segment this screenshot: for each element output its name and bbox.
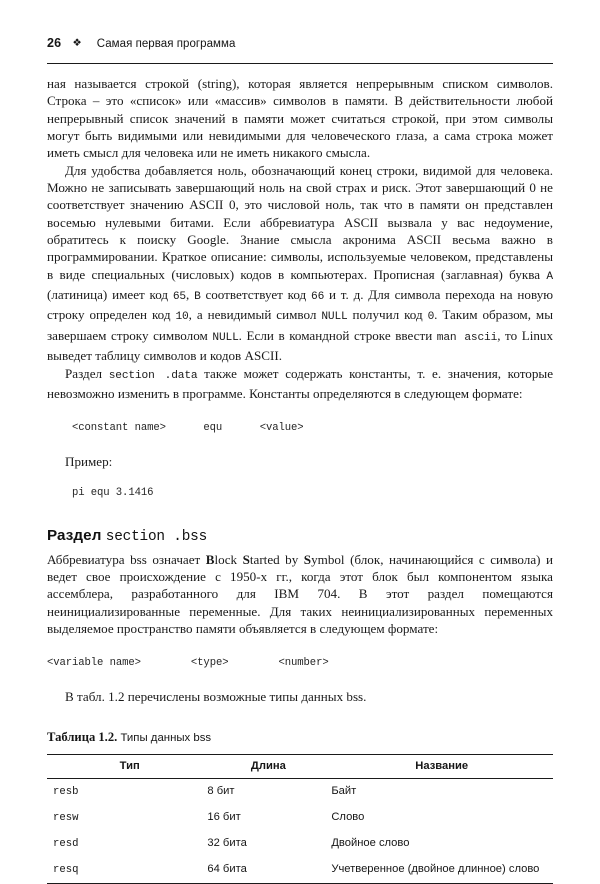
table-body [47,778,553,883]
inline-code-66: 66 [311,291,325,304]
section-heading-word: Раздел [47,526,102,544]
code-block-variable-format: <variable name> <type> <number> [47,657,329,670]
bss-text-b1r: lock [214,551,243,567]
example-label: Пример: [65,454,113,470]
cell-length: 8 бит [207,785,235,798]
table-header-row [47,754,553,778]
bss-text-c: (блок, начинающийся с символа) и ведет свое происхождение с 1950-х гг., когда этот блок был компонентом языка ассемблера, разработанного для IBM 704. В этот раздел помещаются неинициализированные переменные. Для таких неинициализированных переменных выделяемое пространство памяти объявляется в следующем формате: [47,551,554,636]
inline-code-letter-b: B [194,291,201,304]
paragraph-ascii-text-h: . Таким образом, мы завершаем строку символом [47,307,553,343]
spacer-above-constant-format [47,402,553,422]
inline-code-letter-a: A [546,270,553,283]
table-row [47,778,553,805]
paragraph-ascii-text-f: , а невидимый символ [188,307,322,323]
cell-type: resd [53,838,79,851]
spacer-above-table [47,706,553,730]
inline-code-null-2: NULL [212,331,239,344]
bss-text-b3r: ymbol [311,551,345,567]
paragraph-string-definition: ная называется строкой (string), которая является непрерывным списком символов. Строка – это «список» или «массив» символов в памяти. В действительности любой непрерывный список значений в памяти может считаться строкой, при этом символы могут быть видимыми или невидимыми для человеческого глаза, а сама строка может иметь смысл для человека или не иметь никакого смысла. [47,76,553,161]
table-caption-number: Таблица 1.2. [47,729,118,744]
inline-code-man-ascii: man ascii [436,331,498,344]
code-block-constant-format: <constant name> equ <value> [72,422,304,435]
section-heading-code: section .bss [105,528,208,545]
bss-data-types-table [47,754,553,884]
paragraph-bss-description [47,551,553,638]
diamond-ornament-icon: ❖ [72,37,82,49]
cell-type: resq [47,857,206,884]
table-caption [47,730,553,745]
bss-text-a: Аббревиатура bss означает [47,551,206,567]
cell-type: resw [53,812,79,825]
table-header-length: Длина [206,754,330,778]
running-header [47,0,553,58]
paragraph-ascii [47,162,553,365]
bss-text-b2r: tarted by [249,551,304,567]
paragraph-ascii-text-b: (латиница) имеет код [47,287,173,303]
spacer-above-section-heading [47,499,553,527]
spacer-below-constant-format [47,434,553,453]
cell-name: Двойное слово [331,837,410,850]
table-row [47,831,553,857]
cell-name: Слово [331,811,365,824]
cell-name: Учетверенное (двойное длинное) слово [330,857,553,884]
cell-name: Байт [331,785,357,798]
table-row [47,857,553,884]
paragraph-ascii-text-g: получил код [347,307,428,323]
bss-bold-b1: B [205,551,215,567]
inline-code-10: 10 [175,311,189,324]
section-heading-bss [47,527,553,545]
table-header-type: Тип [47,754,206,778]
page-body [47,64,553,884]
inline-code-65: 65 [172,291,186,304]
paragraph-ascii-text-i: . Если в командной строке ввести [238,327,437,343]
bss-bold-s1: S [242,551,250,567]
inline-code-section-data: section .data [108,369,198,382]
paragraph-ascii-text-d: соответствует код [200,287,312,303]
spacer-above-variable-format [47,637,553,657]
table-caption-text: Типы данных bss [120,731,212,744]
cell-length: 16 бит [207,811,241,824]
spacer-below-variable-format [47,669,553,688]
cell-length: 32 бита [207,837,247,850]
paragraph-ascii-text-j: , то Linux выведет таблицу символов и кодов ASCII. [47,327,553,364]
cell-length: 64 бита [206,857,330,884]
page-number: 26 [47,36,62,50]
table-header-name: Название [330,754,553,778]
cell-type: resb [53,786,79,799]
chapter-title: Самая первая программа [96,38,236,50]
paragraph-table-reference: В табл. 1.2 перечислены возможные типы данных bss. [65,689,367,705]
inline-code-zero: 0 [427,311,435,324]
bss-bold-s2: S [303,551,312,567]
code-block-constant-example: pi equ 3.1416 [72,486,154,499]
table-row [47,805,553,831]
paragraph-constants [47,365,553,403]
paragraph-ascii-text-c: , [186,287,195,303]
table-head [47,754,553,778]
paragraph-ascii-text-e: и т. д. Для символа перехода на новую строку определен код [47,287,554,323]
paragraph-ascii-text-a: Для удобства добавляется ноль, обозначающий конец строки, видимой для человека. Можно не записывать завершающий ноль на свой страх и риск. Этот завершающий 0 не соответствует значению ASCII 0, это числовой ноль, так что в памяти он представлен восемью нулевыми битами. Если аббревиатура ASCII вызвала у вас недоумение, обратитесь к поиску Google. Знание смысла акронима ASCII весьма важно в программировании. Краткое описание: символы, используемые человеком, представлены в виде специальных (числовых) кодов в компьютерах. Прописная (заглавная) буква [47,162,553,282]
inline-code-null-1: NULL [321,311,348,324]
paragraph-constants-text-a: Раздел [65,365,109,381]
paragraph-constants-text-b: также может содержать константы, т. е. значения, которые невозможно изменить в программе. Константы определяются в следующем формате: [47,365,554,401]
spacer-above-constant-example [47,471,553,487]
